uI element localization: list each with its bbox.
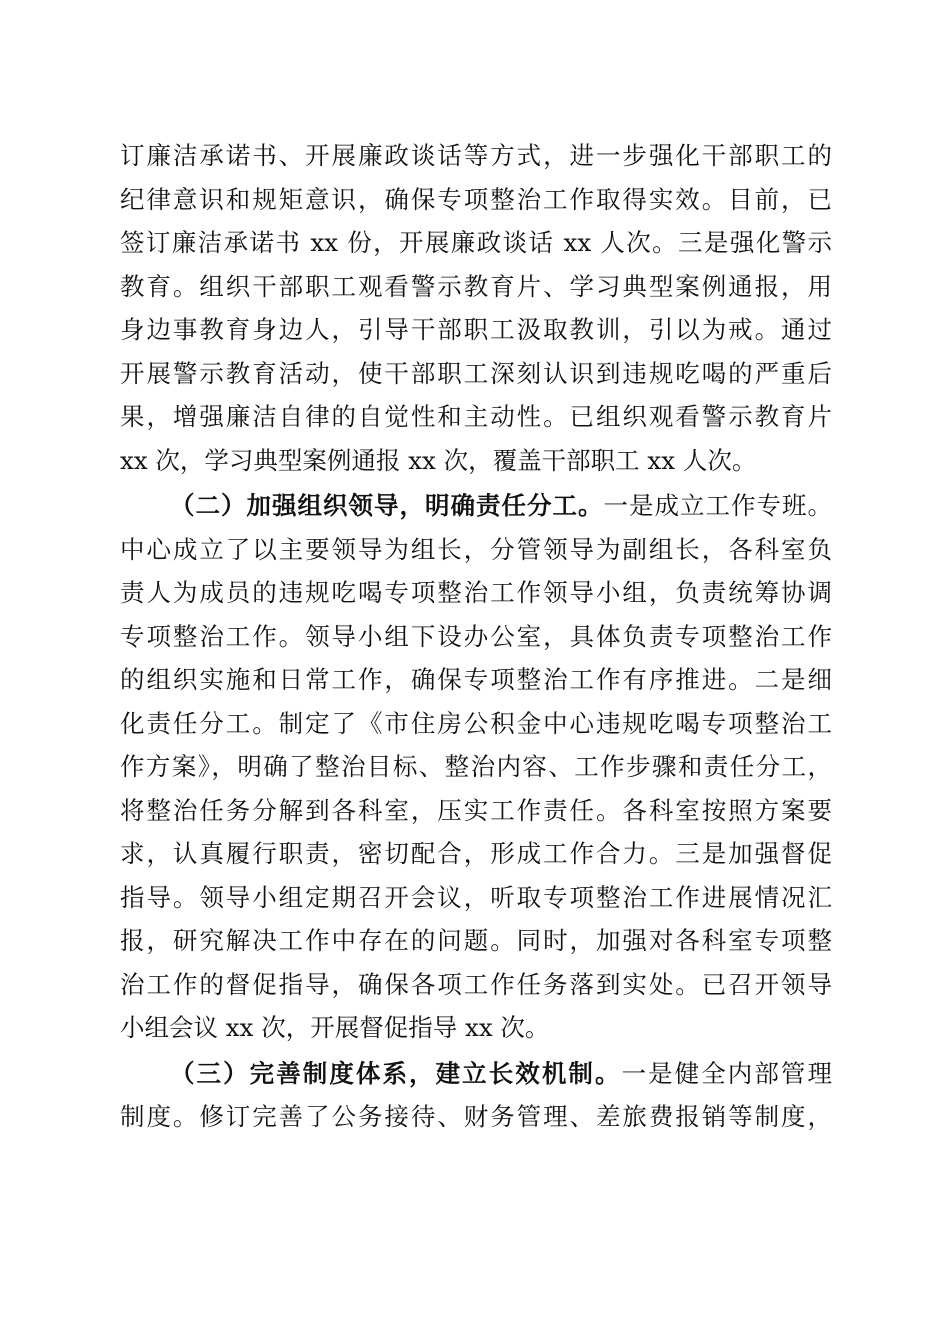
text-line: 报，研究解决工作中存在的问题。同时，加强对各科室专项整 <box>120 926 832 955</box>
text-line: 治工作的督促指导，确保各项工作任务落到实处。已召开领导 <box>120 969 832 999</box>
section-heading-2: （二）加强组织领导，明确责任分工。 <box>170 491 604 520</box>
paragraph-1 <box>120 134 832 482</box>
paragraph-2 <box>120 484 832 1050</box>
paragraph-3-first-line <box>120 1052 832 1096</box>
text-line: 化责任分工。制定了《市住房公积金中心违规吃喝专项整治工 <box>120 708 832 738</box>
text-span: 一是成立工作专班。 <box>603 491 832 520</box>
section-heading-3: （三）完善制度体系，建立长效机制。 <box>170 1058 622 1088</box>
paragraph-3 <box>120 1052 832 1139</box>
text-line: xx 次，学习典型案例通报 xx 次，覆盖干部职工 xx 人次。 <box>120 445 757 475</box>
text-line: 果，增强廉洁自律的自觉性和主动性。已组织观看警示教育片 <box>120 402 832 431</box>
text-line: 中心成立了以主要领导为组长，分管领导为副组长，各科室负 <box>120 534 832 564</box>
text-line: 小组会议 xx 次，开展督促指导 xx 次。 <box>120 1013 550 1042</box>
text-line: 教育。组织干部职工观看警示教育片、学习典型案例通报，用 <box>120 271 832 301</box>
text-line: 纪律意识和规矩意识，确保专项整治工作取得实效。目前，已 <box>120 184 832 214</box>
text-line: 订廉洁承诺书、开展廉政谈话等方式，进一步强化干部职工的 <box>120 141 832 170</box>
text-line: 指导。领导小组定期召开会议，听取专项整治工作进展情况汇 <box>120 882 832 912</box>
text-line: 制度。修订完善了公务接待、财务管理、差旅费报销等制度， <box>120 1102 832 1131</box>
text-line: 责人为成员的违规吃喝专项整治工作领导小组，负责统筹协调 <box>120 578 832 607</box>
text-line: 专项整治工作。领导小组下设办公室，具体负责专项整治工作 <box>120 621 832 651</box>
text-line: 身边事教育身边人，引导干部职工汲取教训，引以为戒。通过 <box>120 315 832 344</box>
document-page <box>120 134 832 1139</box>
text-span: 一是健全内部管理 <box>621 1058 832 1088</box>
text-line: 作方案》，明确了整治目标、整治内容、工作步骤和责任分工， <box>120 752 832 781</box>
text-line: 开展警示教育活动，使干部职工深刻认识到违规吃喝的严重后 <box>120 358 832 388</box>
text-line: 签订廉洁承诺书 xx 份，开展廉政谈话 xx 人次。三是强化警示 <box>120 228 832 257</box>
paragraph-2-first-line <box>120 484 832 528</box>
text-line: 的组织实施和日常工作，确保专项整治工作有序推进。二是细 <box>120 665 832 694</box>
text-line: 求，认真履行职责，密切配合，形成工作合力。三是加强督促 <box>120 839 832 868</box>
text-line: 将整治任务分解到各科室，压实工作责任。各科室按照方案要 <box>120 795 832 825</box>
